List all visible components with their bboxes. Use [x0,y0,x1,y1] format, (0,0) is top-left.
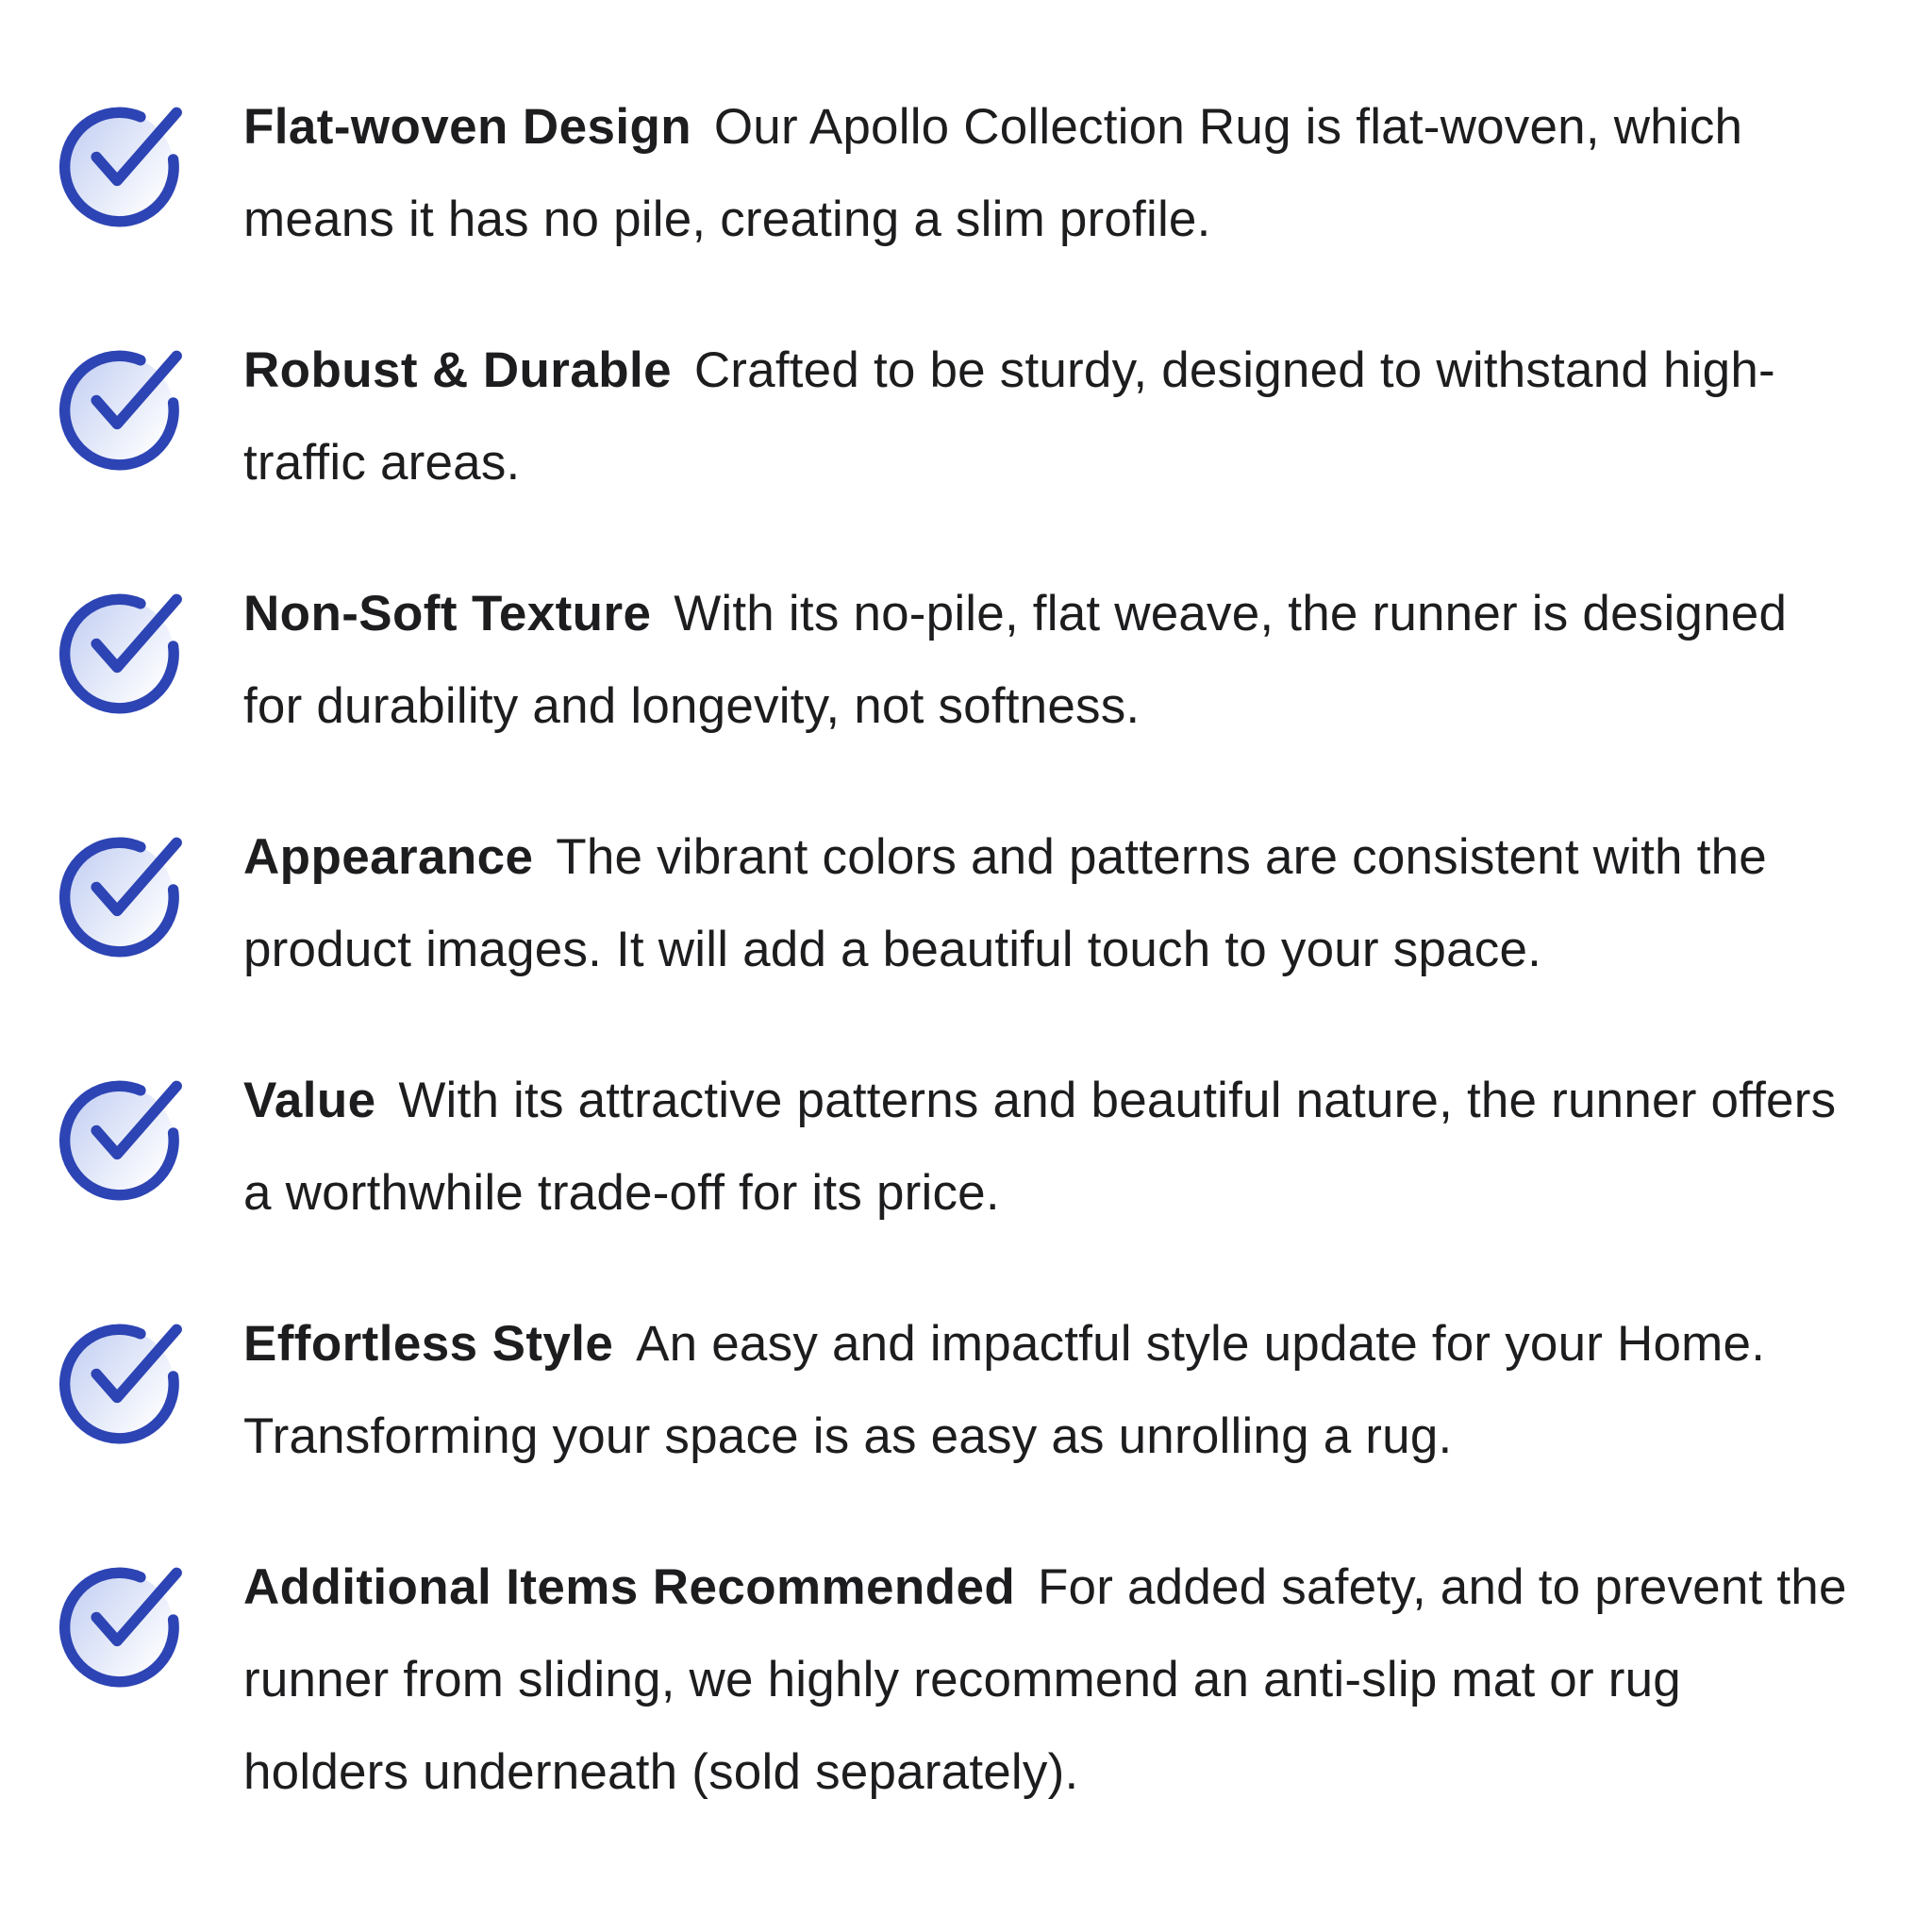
feature-text [243,81,1852,266]
check-circle-icon [52,1309,195,1453]
feature-description: The vibrant colors and patterns are consistent with the product images. It will add a beautiful touch to your space. [243,829,1767,977]
feature-description: An easy and impactful style update for your Home. Transforming your space is as easy as unrolling a rug. [243,1316,1766,1464]
feature-item [52,568,1885,753]
feature-description: With its no-pile, flat weave, the runner is designed for durability and longevity, not softness. [243,586,1788,734]
feature-description: Our Apollo Collection Rug is flat-woven, which means it has no pile, creating a slim profile. [243,99,1743,247]
feature-description: With its attractive patterns and beautiful nature, the runner offers a worthwhile trade-off for its price. [243,1073,1837,1221]
check-circle-icon [52,336,195,479]
feature-title: Robust & Durable [243,342,672,398]
feature-item [52,1541,1885,1819]
feature-title: Value [243,1073,376,1128]
feature-text [243,1055,1852,1240]
check-circle-icon [52,579,195,723]
feature-title: Effortless Style [243,1316,614,1372]
feature-title: Additional Items Recommended [243,1559,1016,1615]
feature-text [243,1541,1852,1819]
feature-title: Non-Soft Texture [243,586,652,641]
feature-text [243,568,1852,753]
feature-item [52,1055,1885,1240]
feature-item [52,325,1885,509]
feature-title: Flat-woven Design [243,99,692,155]
check-circle-icon [52,1066,195,1209]
feature-text [243,811,1852,996]
feature-text [243,1298,1852,1483]
feature-text [243,325,1852,509]
check-circle-icon [52,823,195,966]
check-circle-icon [52,1553,195,1696]
feature-item [52,811,1885,996]
feature-description: For added safety, and to prevent the runner from sliding, we highly recommend an anti-slip mat or rug holders underneath (sold separately). [243,1559,1847,1800]
feature-item [52,1298,1885,1483]
feature-item [52,81,1885,266]
check-circle-icon [52,92,195,236]
feature-title: Appearance [243,829,534,885]
feature-description: Crafted to be sturdy, designed to withstand high-traffic areas. [243,342,1775,491]
